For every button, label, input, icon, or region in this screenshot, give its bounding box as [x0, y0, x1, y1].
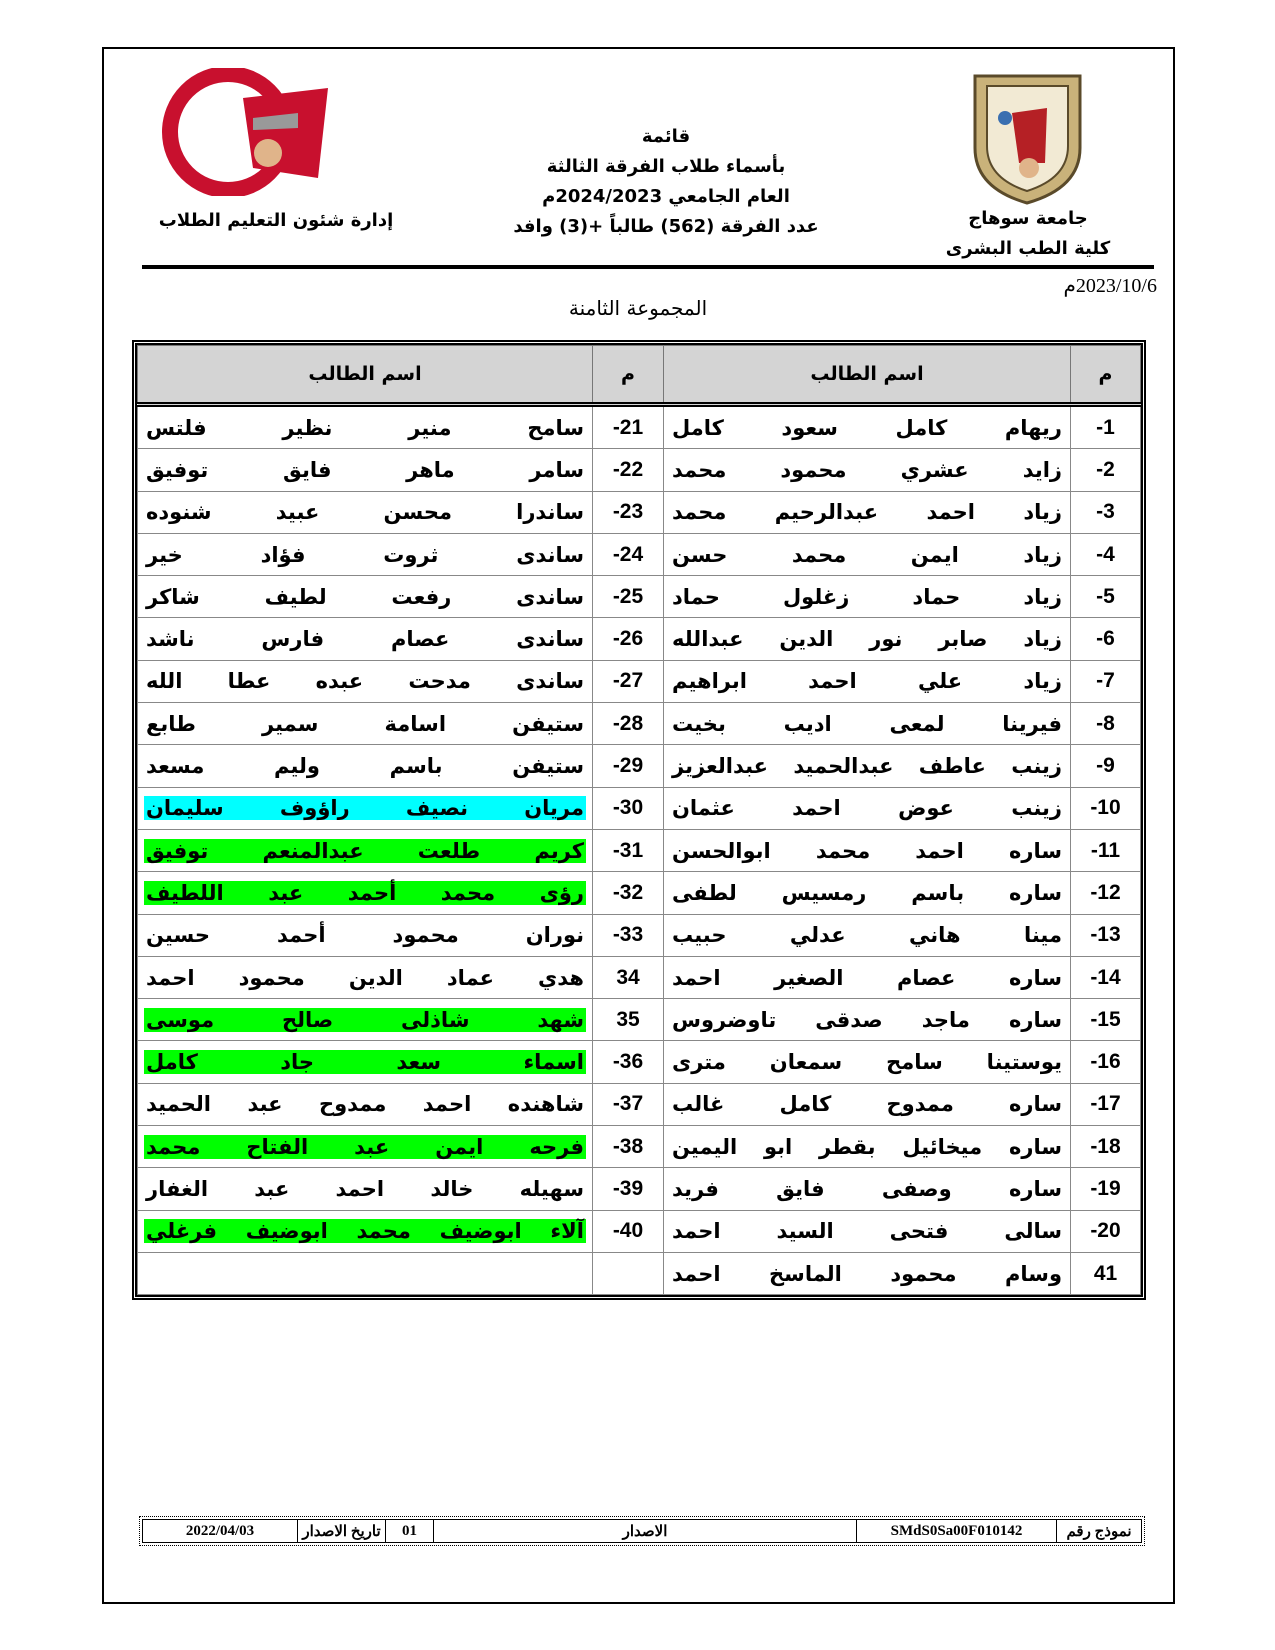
title-line-1: قائمة [641, 126, 691, 147]
col-header-no: م [1071, 346, 1141, 405]
highlighted-name: شهد شاذلى صالح موسى [146, 1007, 584, 1032]
row-number-right: -7 [1071, 660, 1141, 702]
student-name-right: زينب عاطف عبدالحميد عبدالعزيز [664, 745, 1071, 787]
col-header-name: اسم الطالب [664, 346, 1071, 405]
row-number-left: -29 [593, 745, 664, 787]
row-number-left: -40 [593, 1210, 664, 1252]
table-row [138, 703, 1141, 745]
document-date: 2023/10/6م [1063, 275, 1157, 297]
row-number-right: -6 [1071, 618, 1141, 660]
table-row [138, 956, 1141, 998]
student-name-right: ساره عصام الصغير احمد [664, 956, 1071, 998]
student-name-left [138, 872, 593, 914]
table-row [138, 745, 1141, 787]
row-number-left: -23 [593, 491, 664, 533]
student-name-right: ساره ميخائيل بقطر ابو اليمين [664, 1126, 1071, 1168]
table-row [138, 449, 1141, 491]
form-no: SMdS0Sa00F010142 [857, 1520, 1057, 1543]
row-number-right: -4 [1071, 533, 1141, 575]
row-number-left: -21 [593, 405, 664, 449]
student-name-left: سهيله خالد احمد عبد الغفار [138, 1168, 593, 1210]
row-number-left: -33 [593, 914, 664, 956]
table-row [138, 1126, 1141, 1168]
issue-label: الاصدار [434, 1520, 857, 1543]
row-number-left: 35 [593, 999, 664, 1041]
table-row [138, 999, 1141, 1041]
row-number-left: -38 [593, 1126, 664, 1168]
row-number-right: -19 [1071, 1168, 1141, 1210]
student-name-left [138, 787, 593, 829]
row-number-right: -13 [1071, 914, 1141, 956]
faculty-logo [158, 68, 338, 196]
row-number-left: -37 [593, 1083, 664, 1125]
student-name-right: زياد صابر نور الدين عبدالله [664, 618, 1071, 660]
table-row [138, 533, 1141, 575]
student-name-left: ساندى مدحت عبده عطا الله [138, 660, 593, 702]
row-number-right: 41 [1071, 1252, 1141, 1294]
student-name-left: ساندى رفعت لطيف شاكر [138, 576, 593, 618]
row-number-left [593, 1252, 664, 1294]
header-divider [142, 265, 1154, 269]
student-name-left: ساندرا محسن عبيد شنوده [138, 491, 593, 533]
row-number-left: -26 [593, 618, 664, 660]
title-line-2: بأسماء طلاب الفرقة الثالثة [546, 156, 786, 177]
student-name-left: سامر ماهر فايق توفيق [138, 449, 593, 491]
form-footer [139, 1516, 1145, 1546]
title-line-4: عدد الفرقة (562) طالباً +(3) وافد [513, 216, 819, 237]
table-row [138, 491, 1141, 533]
issue-number: 01 [386, 1520, 434, 1543]
student-name-right: زياد حماد زغلول حماد [664, 576, 1071, 618]
document-title [466, 122, 866, 242]
student-name-left [138, 999, 593, 1041]
issue-date: 2022/04/03 [143, 1520, 298, 1543]
table-row [138, 1041, 1141, 1083]
row-number-left: -22 [593, 449, 664, 491]
row-number-right: -5 [1071, 576, 1141, 618]
student-name-right: زياد علي احمد ابراهيم [664, 660, 1071, 702]
table-row [138, 1168, 1141, 1210]
table-row [138, 660, 1141, 702]
row-number-left: 34 [593, 956, 664, 998]
student-name-left: ساندى ثروت فؤاد خير [138, 533, 593, 575]
table-row [138, 914, 1141, 956]
table-row [138, 1083, 1141, 1125]
col-header-no: م [593, 346, 664, 405]
student-name-left [138, 829, 593, 871]
table-row [138, 829, 1141, 871]
student-name-left: ساندى عصام فارس ناشد [138, 618, 593, 660]
student-name-right: ساره وصفى فايق فريد [664, 1168, 1071, 1210]
row-number-right: -17 [1071, 1083, 1141, 1125]
student-name-right: زايد عشري محمود محمد [664, 449, 1071, 491]
highlighted-name: مريان نصيف راؤوف سليمان [146, 796, 584, 821]
row-number-right: -15 [1071, 999, 1141, 1041]
student-name-right: ريهام كامل سعود كامل [664, 405, 1071, 449]
student-name-right: فيرينا لمعى اديب بخيت [664, 703, 1071, 745]
row-number-right: -3 [1071, 491, 1141, 533]
table-row [138, 576, 1141, 618]
student-name-left [138, 1252, 593, 1294]
row-number-right: -9 [1071, 745, 1141, 787]
student-name-left [138, 1126, 593, 1168]
row-number-right: -2 [1071, 449, 1141, 491]
row-number-left: -24 [593, 533, 664, 575]
highlighted-name: كريم طلعت عبدالمنعم توفيق [146, 838, 584, 863]
col-header-name: اسم الطالب [138, 346, 593, 405]
highlighted-name: فرحه ايمن عبد الفتاح محمد [146, 1134, 584, 1159]
row-number-left: -25 [593, 576, 664, 618]
student-name-left: نوران محمود أحمد حسين [138, 914, 593, 956]
title-line-3: العام الجامعي 2024/2023م [542, 186, 790, 207]
student-name-left [138, 1041, 593, 1083]
student-name-left [138, 1210, 593, 1252]
row-number-right: -12 [1071, 872, 1141, 914]
row-number-right: -14 [1071, 956, 1141, 998]
row-number-left: -27 [593, 660, 664, 702]
student-name-right: يوستينا سامح سمعان مترى [664, 1041, 1071, 1083]
students-table [132, 340, 1146, 1300]
student-name-left: سامح منير نظير فلتس [138, 405, 593, 449]
highlighted-name: رؤى محمد أحمد عبد اللطيف [146, 880, 584, 905]
university-name: جامعة سوهاج [968, 208, 1088, 229]
table-header-row [138, 346, 1141, 405]
row-number-left: -31 [593, 829, 664, 871]
highlighted-name: آلاء ابوضيف محمد ابوضيف فرغلي [146, 1219, 584, 1244]
student-name-right: وسام محمود الماسخ احمد [664, 1252, 1071, 1294]
student-name-right: زياد ايمن محمد حسن [664, 533, 1071, 575]
row-number-right: -18 [1071, 1126, 1141, 1168]
row-number-left: -30 [593, 787, 664, 829]
student-name-right: زياد احمد عبدالرحيم محمد [664, 491, 1071, 533]
row-number-left: -28 [593, 703, 664, 745]
table-row [138, 1210, 1141, 1252]
table-row [138, 405, 1141, 449]
row-number-left: -36 [593, 1041, 664, 1083]
student-name-right: سالى فتحى السيد احمد [664, 1210, 1071, 1252]
table-row [138, 872, 1141, 914]
row-number-right: -16 [1071, 1041, 1141, 1083]
row-number-right: -20 [1071, 1210, 1141, 1252]
student-name-right: زينب عوض احمد عثمان [664, 787, 1071, 829]
student-name-right: ساره احمد محمد ابوالحسن [664, 829, 1071, 871]
row-number-right: -1 [1071, 405, 1141, 449]
student-name-right: ساره ماجد صدقى تاوضروس [664, 999, 1071, 1041]
student-name-left: ستيفن اسامة سمير طابع [138, 703, 593, 745]
row-number-right: -8 [1071, 703, 1141, 745]
issue-date-label: تاريخ الاصدار [298, 1520, 386, 1543]
department-name: إدارة شئون التعليم الطلاب [158, 210, 394, 231]
row-number-left: -39 [593, 1168, 664, 1210]
faculty-name: كلية الطب البشرى [945, 238, 1111, 259]
highlighted-name: اسماء سعد جاد كامل [146, 1050, 584, 1075]
student-name-left: شاهنده احمد ممدوح عبد الحميد [138, 1083, 593, 1125]
table-row [138, 618, 1141, 660]
table-row [138, 787, 1141, 829]
student-name-right: ساره باسم رمسيس لطفى [664, 872, 1071, 914]
student-name-left: هدي عماد الدين محمود احمد [138, 956, 593, 998]
row-number-right: -11 [1071, 829, 1141, 871]
table-row [138, 1252, 1141, 1294]
student-name-right: مينا هاني عدلي حبيب [664, 914, 1071, 956]
row-number-left: -32 [593, 872, 664, 914]
form-no-label: نموذج رقم [1057, 1520, 1142, 1543]
group-title: المجموعة الثامنة [568, 296, 708, 320]
student-name-right: ساره ممدوح كامل غالب [664, 1083, 1071, 1125]
row-number-right: -10 [1071, 787, 1141, 829]
student-name-left: ستيفن باسم وليم مسعد [138, 745, 593, 787]
university-seal-logo [967, 68, 1088, 206]
